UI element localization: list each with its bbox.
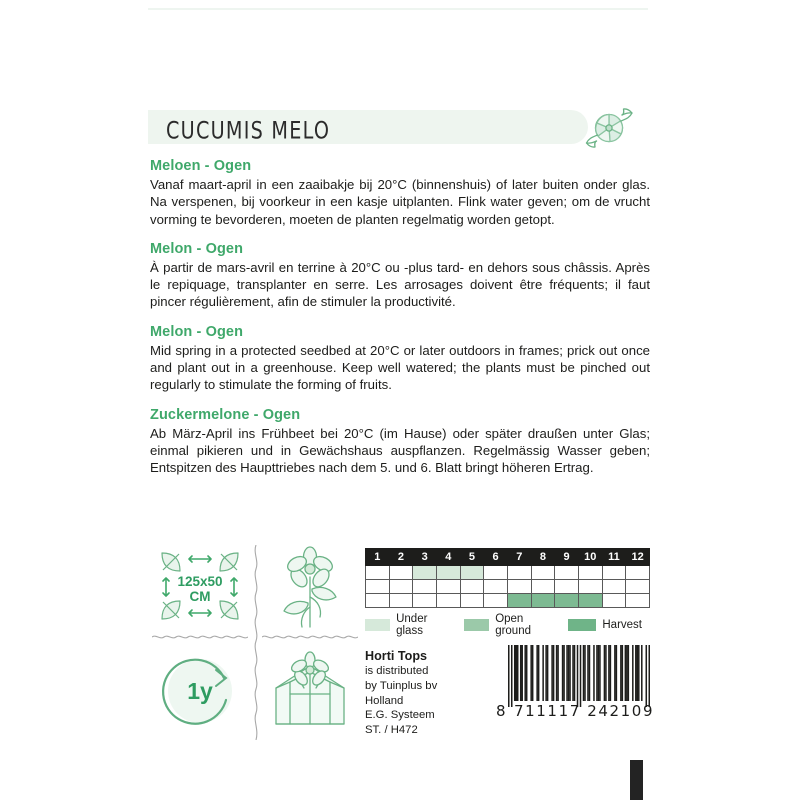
calendar-cell bbox=[602, 594, 626, 608]
candy-sweet-icon bbox=[578, 102, 640, 154]
month-header: 12 bbox=[626, 549, 650, 566]
instruction-block-en bbox=[150, 324, 650, 394]
horizontal-wavy-divider bbox=[262, 633, 358, 641]
month-header: 7 bbox=[507, 549, 531, 566]
calendar-cell bbox=[436, 580, 460, 594]
distributor-line-1: is distributed bbox=[365, 665, 429, 678]
calendar-cell bbox=[578, 594, 602, 608]
top-edge-rule bbox=[148, 8, 648, 10]
calendar-cell bbox=[602, 566, 626, 580]
block-body-fr: À partir de mars-avril en terrine à 20°C ou -plus tard- en dehors sous châssis. Après le repiquage, transplanter en serre. Les arrosages doivent être fréquents; il faut pincer régulièrement, afin de stimuler la productivité. bbox=[150, 259, 650, 310]
block-title-en: Melon - Ogen bbox=[150, 323, 244, 340]
calendar-cell bbox=[555, 594, 579, 608]
calendar-cell bbox=[389, 594, 413, 608]
legend-label: Under glass bbox=[396, 613, 428, 637]
calendar-cell bbox=[507, 594, 531, 608]
calendar-cell bbox=[389, 566, 413, 580]
spacing-icon-cell bbox=[150, 545, 250, 637]
flowering-plant-icon bbox=[260, 545, 360, 631]
month-header: 4 bbox=[436, 549, 460, 566]
calendar-cell bbox=[436, 566, 460, 580]
month-header: 6 bbox=[484, 549, 508, 566]
block-body-en: Mid spring in a protected seedbed at 20°C or later outdoors in frames; prick out once and plant out in a greenhouse. Keep well watered; the plants must be pinched out regularly to stimulate the forming of fruits. bbox=[150, 342, 650, 393]
calendar-cell bbox=[578, 566, 602, 580]
distributor-line-2: by Tuinplus bv bbox=[365, 680, 438, 693]
legend-label: Harvest bbox=[602, 619, 642, 631]
species-header bbox=[148, 110, 588, 144]
distributor-line-3: Holland bbox=[365, 694, 404, 707]
month-header: 2 bbox=[389, 549, 413, 566]
spacing-unit: CM bbox=[189, 588, 211, 604]
month-header: 11 bbox=[602, 549, 626, 566]
block-title-nl: Meloen - Ogen bbox=[150, 158, 252, 174]
month-header: 10 bbox=[578, 549, 602, 566]
calendar-cell bbox=[413, 566, 437, 580]
calendar-cell bbox=[602, 580, 626, 594]
block-body-de: Ab März-April ins Frühbeet bei 20°C (im Hause) oder später draußen unter Glas; einmal pikieren und in Gewächshaus auspflanzen. Regelmässig Wasser geben; Entspitzen des Haupttriebes nach dem 5. und 6. Blatt bringt höheren Ertrag. bbox=[150, 425, 650, 476]
calendar-cell bbox=[366, 580, 390, 594]
calendar-cell bbox=[578, 580, 602, 594]
distributor-line-5: ST. / H472 bbox=[365, 724, 418, 737]
calendar-cell bbox=[484, 594, 508, 608]
barcode-main-digits: 711117 242109 bbox=[514, 702, 655, 720]
lifecycle-icon-cell bbox=[150, 648, 250, 740]
calendar-cell bbox=[366, 594, 390, 608]
sowing-harvest-calendar bbox=[365, 548, 650, 608]
calendar-cell bbox=[626, 566, 650, 580]
spacing-label bbox=[150, 575, 250, 604]
calendar-cell bbox=[555, 580, 579, 594]
calendar-cell bbox=[413, 580, 437, 594]
calendar-cell bbox=[531, 580, 555, 594]
month-header: 1 bbox=[366, 549, 390, 566]
calendar-cell bbox=[389, 580, 413, 594]
legend-item-open-ground bbox=[464, 613, 555, 637]
greenhouse-icon-cell bbox=[260, 648, 360, 740]
spacing-distance: 125x50 bbox=[177, 574, 223, 589]
legend-swatch-icon bbox=[464, 619, 489, 631]
legend-label: Open ground bbox=[495, 613, 531, 637]
month-header: 9 bbox=[555, 549, 579, 566]
barcode-block bbox=[496, 645, 656, 730]
page-title: CUCUMIS MELO bbox=[166, 116, 331, 145]
legend-item-under-glass bbox=[365, 613, 451, 637]
calendar-row-harvest bbox=[366, 594, 650, 608]
legend-swatch-icon bbox=[568, 619, 596, 631]
bottom-panel bbox=[148, 545, 655, 750]
ean13-barcode bbox=[508, 645, 650, 707]
vertical-wavy-divider bbox=[252, 545, 260, 740]
calendar-cell bbox=[413, 594, 437, 608]
crop-registration-mark bbox=[630, 760, 643, 800]
calendar-cell bbox=[531, 594, 555, 608]
instruction-block-nl bbox=[150, 158, 650, 228]
greenhouse-icon bbox=[260, 648, 360, 734]
flower-icon-cell bbox=[260, 545, 360, 637]
calendar-header-row bbox=[366, 549, 650, 566]
lifecycle-label: 1y bbox=[187, 678, 213, 704]
legend-item-harvest bbox=[568, 619, 642, 631]
month-header: 8 bbox=[531, 549, 555, 566]
calendar-cell bbox=[507, 566, 531, 580]
calendar-cell bbox=[626, 580, 650, 594]
calendar-row-under-glass bbox=[366, 566, 650, 580]
calendar-cell bbox=[366, 566, 390, 580]
calendar-table bbox=[365, 548, 650, 608]
calendar-cell bbox=[460, 566, 484, 580]
legend-swatch-icon bbox=[365, 619, 390, 631]
instruction-blocks bbox=[150, 158, 650, 489]
calendar-cell bbox=[555, 566, 579, 580]
calendar-row-open-ground bbox=[366, 580, 650, 594]
calendar-cell bbox=[484, 580, 508, 594]
calendar-cell bbox=[436, 594, 460, 608]
block-title-fr: Melon - Ogen bbox=[150, 240, 244, 257]
month-header: 3 bbox=[413, 549, 437, 566]
block-body-nl: Vanaf maart-april in een zaaibakje bij 20°C (binnenshuis) of later buiten onder glas. Na verspenen, bij voorkeur in een kasje uitplanten. Flink water geven; om de vrucht vorming te bevorderen, moeten de planten regelmatig worden getopt. bbox=[150, 177, 650, 227]
calendar-legend bbox=[365, 613, 655, 637]
brand-name: Horti Tops bbox=[365, 649, 428, 663]
instruction-block-de bbox=[150, 407, 650, 477]
distributor-line-4: E.G. Systeem bbox=[365, 709, 435, 722]
distributor-info bbox=[365, 648, 495, 738]
block-title-de: Zuckermelone - Ogen bbox=[150, 406, 301, 423]
calendar-cell bbox=[507, 580, 531, 594]
calendar-cell bbox=[531, 566, 555, 580]
horizontal-wavy-divider bbox=[152, 633, 248, 641]
calendar-cell bbox=[484, 566, 508, 580]
instruction-block-fr bbox=[150, 241, 650, 311]
calendar-cell bbox=[460, 580, 484, 594]
month-header: 5 bbox=[460, 549, 484, 566]
barcode-lead-digit: 8 bbox=[496, 702, 508, 720]
calendar-cell bbox=[626, 594, 650, 608]
calendar-cell bbox=[460, 594, 484, 608]
